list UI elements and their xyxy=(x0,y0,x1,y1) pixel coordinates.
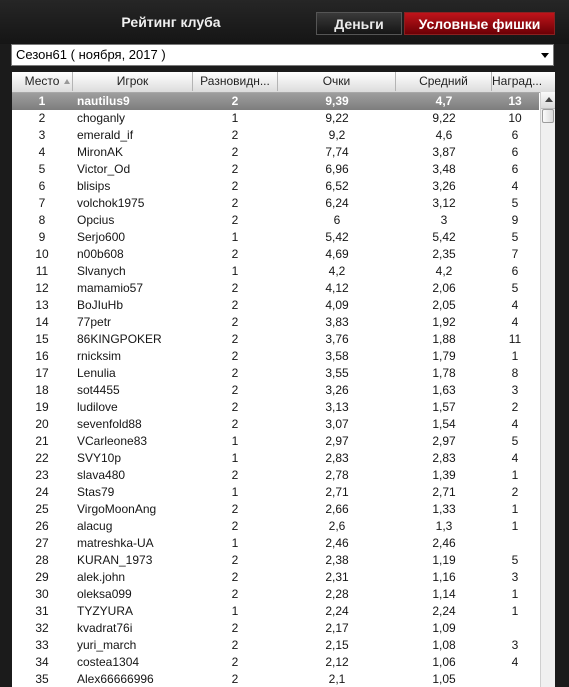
cell-average: 2,83 xyxy=(432,451,456,465)
chevron-down-icon[interactable] xyxy=(541,53,549,58)
cell-place: 32 xyxy=(35,621,49,635)
cell-average: 2,35 xyxy=(432,247,456,261)
cell-player: mamamio57 xyxy=(77,281,144,295)
cell-points: 4,69 xyxy=(325,247,349,261)
vertical-scrollbar[interactable] xyxy=(540,92,555,687)
column-header-player[interactable]: Игрок xyxy=(73,72,193,91)
cell-average: 3,26 xyxy=(432,179,456,193)
cell-awards: 4 xyxy=(511,179,519,193)
cell-awards: 2 xyxy=(511,400,519,414)
cell-place: 29 xyxy=(35,570,49,584)
cell-place: 25 xyxy=(35,502,49,516)
cell-awards: 6 xyxy=(511,162,519,176)
cell-place: 18 xyxy=(35,383,49,397)
cell-awards: 3 xyxy=(511,383,519,397)
cell-awards: 3 xyxy=(511,638,519,652)
cell-player: emerald_if xyxy=(77,128,134,142)
cell-points: 9,39 xyxy=(325,94,349,108)
table-row[interactable] xyxy=(12,314,539,331)
table-row[interactable] xyxy=(12,93,539,110)
cell-player: nautilus9 xyxy=(77,94,130,108)
cell-type: 1 xyxy=(231,485,239,499)
table-row[interactable] xyxy=(12,671,539,687)
table-row[interactable] xyxy=(12,246,539,263)
cell-place: 15 xyxy=(35,332,49,346)
cell-average: 2,24 xyxy=(432,604,456,618)
cell-points: 2,12 xyxy=(325,655,349,669)
cell-player: KURAN_1973 xyxy=(77,553,153,567)
cell-type: 2 xyxy=(231,128,239,142)
cell-points: 3,13 xyxy=(325,400,349,414)
cell-points: 2,6 xyxy=(328,519,346,533)
table-row[interactable] xyxy=(12,144,539,161)
cell-awards xyxy=(492,620,538,637)
cell-place: 4 xyxy=(38,145,46,159)
table-row[interactable] xyxy=(12,603,539,620)
cell-average: 1,79 xyxy=(432,349,456,363)
cell-place: 33 xyxy=(35,638,49,652)
cell-player: choganly xyxy=(77,111,126,125)
cell-average: 5,42 xyxy=(432,230,456,244)
cell-awards: 8 xyxy=(511,366,519,380)
scroll-up-icon[interactable] xyxy=(541,92,555,109)
cell-place: 7 xyxy=(38,196,46,210)
table-row[interactable] xyxy=(12,501,539,518)
scroll-thumb[interactable] xyxy=(542,109,554,123)
column-header-place[interactable] xyxy=(12,72,73,91)
cell-awards: 7 xyxy=(511,247,519,261)
cell-type: 2 xyxy=(231,315,239,329)
cell-player: kvadrat76i xyxy=(77,621,133,635)
season-select-value: Сезон61 ( ноября, 2017 ) xyxy=(16,47,166,62)
cell-awards: 4 xyxy=(511,655,519,669)
cell-type: 2 xyxy=(231,502,239,516)
table-row[interactable] xyxy=(12,297,539,314)
cell-player: TYZYURA xyxy=(77,604,134,618)
column-header-points[interactable]: Очки xyxy=(278,72,396,91)
cell-place: 2 xyxy=(38,111,46,125)
cell-type: 2 xyxy=(231,145,239,159)
table-body xyxy=(12,93,539,687)
cell-awards: 5 xyxy=(511,196,519,210)
cell-awards: 4 xyxy=(511,298,519,312)
cell-awards: 5 xyxy=(511,230,519,244)
cell-points: 3,58 xyxy=(325,349,349,363)
cell-place: 19 xyxy=(35,400,49,414)
cell-type: 2 xyxy=(231,672,239,686)
cell-place: 16 xyxy=(35,349,49,363)
cell-points: 3,55 xyxy=(325,366,349,380)
cell-place: 3 xyxy=(38,128,46,142)
cell-place: 34 xyxy=(35,655,49,669)
cell-average: 3 xyxy=(440,213,448,227)
cell-average: 1,3 xyxy=(435,519,453,533)
cell-points: 9,22 xyxy=(325,111,349,125)
season-select[interactable] xyxy=(11,44,554,66)
cell-player: Slvanych xyxy=(77,264,126,278)
cell-place: 10 xyxy=(35,247,49,261)
table-row[interactable] xyxy=(12,467,539,484)
cell-points: 3,26 xyxy=(325,383,349,397)
cell-place: 28 xyxy=(35,553,49,567)
cell-player: matreshka-UA xyxy=(77,536,154,550)
cell-awards: 13 xyxy=(508,94,522,108)
cell-player: Alex66666996 xyxy=(77,672,154,686)
cell-points: 2,66 xyxy=(325,502,349,516)
cell-average: 1,54 xyxy=(432,417,456,431)
table-row[interactable] xyxy=(12,433,539,450)
table-row[interactable] xyxy=(12,280,539,297)
sort-ascending-icon xyxy=(64,79,70,84)
cell-place: 8 xyxy=(38,213,46,227)
cell-place: 11 xyxy=(35,264,49,278)
cell-points: 2,1 xyxy=(328,672,346,686)
cell-awards: 6 xyxy=(511,145,519,159)
cell-type: 1 xyxy=(231,604,239,618)
cell-points: 2,46 xyxy=(325,536,349,550)
cell-average: 3,12 xyxy=(432,196,456,210)
cell-average: 3,87 xyxy=(432,145,456,159)
table-row[interactable] xyxy=(12,399,539,416)
cell-awards: 5 xyxy=(511,434,519,448)
cell-place: 26 xyxy=(35,519,49,533)
cell-player: 77petr xyxy=(77,315,112,329)
cell-average: 1,39 xyxy=(432,468,456,482)
cell-average: 1,33 xyxy=(432,502,456,516)
cell-player: volchok1975 xyxy=(77,196,145,210)
cell-average: 2,06 xyxy=(432,281,456,295)
column-header-place-label: Место xyxy=(24,74,60,88)
table-row[interactable] xyxy=(12,586,539,603)
cell-player: rnicksim xyxy=(77,349,121,363)
cell-average: 4,2 xyxy=(435,264,453,278)
cell-type: 2 xyxy=(231,332,239,346)
table-header xyxy=(12,72,555,93)
cell-awards: 4 xyxy=(511,315,519,329)
cell-points: 2,28 xyxy=(325,587,349,601)
cell-awards: 2 xyxy=(511,485,519,499)
cell-player: Victor_Od xyxy=(77,162,131,176)
cell-points: 2,17 xyxy=(325,621,349,635)
cell-awards: 1 xyxy=(511,587,519,601)
cell-average: 2,46 xyxy=(432,536,456,550)
cell-average: 2,71 xyxy=(432,485,456,499)
cell-points: 3,07 xyxy=(325,417,349,431)
table-row[interactable] xyxy=(12,178,539,195)
cell-player: oleksa099 xyxy=(77,587,132,601)
cell-player: Serjo600 xyxy=(77,230,126,244)
cell-type: 2 xyxy=(231,349,239,363)
table-row[interactable] xyxy=(12,382,539,399)
cell-awards: 3 xyxy=(511,570,519,584)
cell-type: 2 xyxy=(231,383,239,397)
cell-player: sevenfold88 xyxy=(77,417,142,431)
cell-points: 3,76 xyxy=(325,332,349,346)
cell-points: 5,42 xyxy=(325,230,349,244)
cell-points: 2,38 xyxy=(325,553,349,567)
cell-points: 4,12 xyxy=(325,281,349,295)
cell-points: 2,78 xyxy=(325,468,349,482)
cell-awards: 5 xyxy=(511,553,519,567)
cell-type: 2 xyxy=(231,213,239,227)
cell-average: 1,88 xyxy=(432,332,456,346)
cell-awards: 9 xyxy=(511,213,519,227)
cell-points: 6,24 xyxy=(325,196,349,210)
cell-points: 2,83 xyxy=(325,451,349,465)
cell-points: 3,83 xyxy=(325,315,349,329)
table-row[interactable] xyxy=(12,127,539,144)
cell-points: 4,09 xyxy=(325,298,349,312)
cell-type: 2 xyxy=(231,400,239,414)
table-row[interactable] xyxy=(12,365,539,382)
cell-type: 2 xyxy=(231,468,239,482)
cell-place: 1 xyxy=(38,94,46,108)
cell-average: 2,97 xyxy=(432,434,456,448)
cell-type: 2 xyxy=(231,655,239,669)
cell-place: 24 xyxy=(35,485,49,499)
cell-type: 1 xyxy=(231,111,239,125)
cell-place: 35 xyxy=(35,672,49,686)
table-row[interactable] xyxy=(12,552,539,569)
cell-average: 1,19 xyxy=(432,553,456,567)
cell-awards: 6 xyxy=(511,264,519,278)
cell-average: 1,14 xyxy=(432,587,456,601)
cell-place: 27 xyxy=(35,536,49,550)
cell-awards: 1 xyxy=(511,468,519,482)
cell-awards xyxy=(492,535,538,552)
cell-points: 6,52 xyxy=(325,179,349,193)
cell-average: 4,6 xyxy=(435,128,453,142)
cell-average: 1,57 xyxy=(432,400,456,414)
cell-awards: 6 xyxy=(511,128,519,142)
cell-place: 5 xyxy=(38,162,46,176)
cell-points: 4,2 xyxy=(328,264,346,278)
cell-awards: 4 xyxy=(511,451,519,465)
table-row[interactable] xyxy=(12,484,539,501)
cell-place: 13 xyxy=(35,298,49,312)
table-row[interactable] xyxy=(12,654,539,671)
cell-average: 1,16 xyxy=(432,570,456,584)
cell-type: 2 xyxy=(231,519,239,533)
cell-points: 2,31 xyxy=(325,570,349,584)
table-row[interactable] xyxy=(12,416,539,433)
cell-type: 2 xyxy=(231,417,239,431)
cell-average: 1,08 xyxy=(432,638,456,652)
table-row[interactable] xyxy=(12,331,539,348)
cell-average: 3,48 xyxy=(432,162,456,176)
cell-awards: 1 xyxy=(511,502,519,516)
table-row[interactable] xyxy=(12,110,539,127)
cell-awards: 11 xyxy=(508,332,522,346)
cell-player: SVY10p xyxy=(77,451,122,465)
table-row[interactable] xyxy=(12,229,539,246)
cell-player: alacug xyxy=(77,519,113,533)
table-row[interactable] xyxy=(12,637,539,654)
cell-place: 6 xyxy=(38,179,46,193)
cell-type: 2 xyxy=(231,553,239,567)
cell-points: 9,2 xyxy=(328,128,346,142)
table-row[interactable] xyxy=(12,450,539,467)
cell-average: 2,05 xyxy=(432,298,456,312)
cell-points: 2,15 xyxy=(325,638,349,652)
rating-table xyxy=(12,72,555,687)
cell-type: 1 xyxy=(231,434,239,448)
table-row[interactable] xyxy=(12,620,539,637)
cell-awards: 4 xyxy=(511,417,519,431)
cell-player: Lenulia xyxy=(77,366,116,380)
cell-points: 6 xyxy=(333,213,341,227)
cell-points: 2,97 xyxy=(325,434,349,448)
cell-type: 2 xyxy=(231,196,239,210)
cell-average: 1,78 xyxy=(432,366,456,380)
table-row[interactable] xyxy=(12,535,539,552)
cell-player: Opcius xyxy=(77,213,115,227)
cell-type: 1 xyxy=(231,264,239,278)
table-row[interactable] xyxy=(12,161,539,178)
table-row[interactable] xyxy=(12,212,539,229)
tab-play-chips[interactable]: Условные фишки xyxy=(404,12,555,35)
cell-player: 86KINGPOKER xyxy=(77,332,162,346)
cell-place: 14 xyxy=(35,315,49,329)
table-row[interactable] xyxy=(12,518,539,535)
cell-awards: 10 xyxy=(508,111,522,125)
cell-player: BoJIuHb xyxy=(77,298,124,312)
cell-type: 2 xyxy=(231,570,239,584)
cell-player: blisips xyxy=(77,179,111,193)
cell-average: 1,05 xyxy=(432,672,456,686)
cell-type: 2 xyxy=(231,366,239,380)
cell-average: 4,7 xyxy=(435,94,453,108)
cell-player: yuri_march xyxy=(77,638,137,652)
cell-player: sot4455 xyxy=(77,383,120,397)
cell-player: MironAK xyxy=(77,145,124,159)
table-row[interactable] xyxy=(12,263,539,280)
tab-money[interactable]: Деньги xyxy=(316,12,402,35)
cell-awards: 1 xyxy=(511,519,519,533)
cell-average: 1,92 xyxy=(432,315,456,329)
page-title: Рейтинг клуба xyxy=(121,14,221,30)
cell-awards xyxy=(492,671,538,687)
table-row[interactable] xyxy=(12,195,539,212)
cell-place: 9 xyxy=(38,230,46,244)
cell-player: Stas79 xyxy=(77,485,115,499)
cell-player: VCarleone83 xyxy=(77,434,148,448)
cell-place: 31 xyxy=(35,604,49,618)
table-row[interactable] xyxy=(12,569,539,586)
cell-type: 2 xyxy=(231,94,239,108)
cell-points: 2,71 xyxy=(325,485,349,499)
table-row[interactable] xyxy=(12,348,539,365)
cell-type: 2 xyxy=(231,587,239,601)
cell-type: 2 xyxy=(231,621,239,635)
cell-player: slava480 xyxy=(77,468,126,482)
cell-average: 1,63 xyxy=(432,383,456,397)
header-bar xyxy=(0,0,569,44)
cell-player: n00b608 xyxy=(77,247,124,261)
cell-type: 1 xyxy=(231,536,239,550)
cell-average: 9,22 xyxy=(432,111,456,125)
cell-average: 1,09 xyxy=(432,621,456,635)
cell-awards: 1 xyxy=(511,349,519,363)
cell-player: VirgoMoonAng xyxy=(77,502,157,516)
cell-place: 20 xyxy=(35,417,49,431)
cell-place: 17 xyxy=(35,366,49,380)
cell-player: alek.john xyxy=(77,570,126,584)
cell-type: 2 xyxy=(231,179,239,193)
cell-average: 1,06 xyxy=(432,655,456,669)
cell-type: 2 xyxy=(231,638,239,652)
cell-type: 2 xyxy=(231,281,239,295)
cell-type: 1 xyxy=(231,451,239,465)
cell-place: 12 xyxy=(35,281,49,295)
cell-place: 30 xyxy=(35,587,49,601)
cell-awards: 5 xyxy=(511,281,519,295)
cell-type: 2 xyxy=(231,247,239,261)
cell-type: 1 xyxy=(231,230,239,244)
cell-type: 2 xyxy=(231,162,239,176)
cell-points: 2,24 xyxy=(325,604,349,618)
cell-points: 7,74 xyxy=(325,145,349,159)
cell-type: 2 xyxy=(231,298,239,312)
cell-place: 22 xyxy=(35,451,49,465)
column-header-average[interactable]: Средний xyxy=(396,72,492,91)
column-header-type[interactable]: Разновидн... xyxy=(193,72,278,91)
column-header-awards[interactable]: Наград... xyxy=(492,74,543,88)
cell-awards: 1 xyxy=(511,604,519,618)
cell-player: costea1304 xyxy=(77,655,140,669)
cell-place: 21 xyxy=(35,434,49,448)
cell-place: 23 xyxy=(35,468,49,482)
cell-player: ludilove xyxy=(77,400,118,414)
cell-points: 6,96 xyxy=(325,162,349,176)
